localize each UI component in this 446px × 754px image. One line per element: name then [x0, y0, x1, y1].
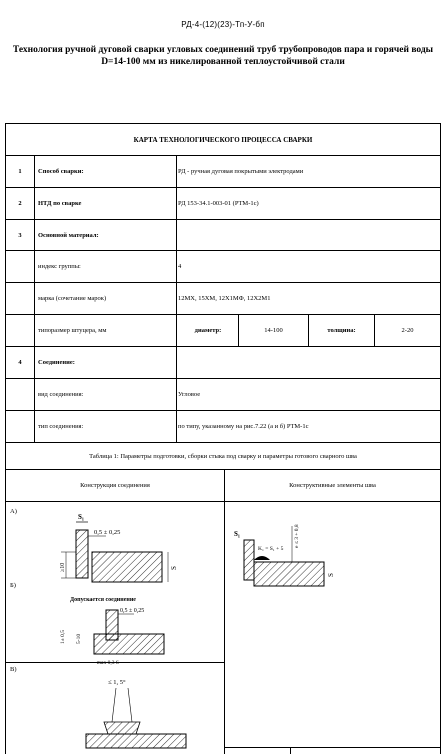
row-value: 12МХ, 15ХМ, 12Х1МФ, 12Х2М1	[178, 295, 271, 302]
e-label: e ≤ 3 + 0,8	[294, 524, 300, 548]
card-title-row	[6, 124, 440, 156]
figure-c-label: В)	[10, 666, 17, 673]
row-label: вид соединения:	[38, 391, 84, 398]
row-value: 4	[178, 263, 182, 270]
row-number: 3	[18, 231, 22, 239]
row-label: типоразмер штуцера, мм	[38, 327, 107, 334]
process-card	[5, 123, 441, 754]
diameter-value: 14-100	[264, 327, 283, 334]
table1-header-row	[6, 470, 440, 502]
s1-label-right: S₁	[234, 530, 240, 538]
allowed-label: Допускается соединение	[70, 597, 136, 603]
row-number: 1	[18, 168, 22, 175]
document-title: Технология ручной дуговой сварки угловых соединений труб трубопроводов пара и горячей воды D=14-100 мм из никелированной теплоустойчивой стали	[12, 45, 434, 67]
dim-b3-label: –max 0,3 S	[94, 660, 119, 666]
thickness-label: толщина:	[327, 327, 356, 334]
row-label: Способ сварки:	[38, 168, 84, 175]
figure-b-label: Б)	[10, 582, 16, 589]
dim-10-label: ≥10	[60, 562, 66, 572]
s1-label: S₁	[78, 513, 84, 521]
row-label: Основной материал:	[38, 231, 99, 239]
row-group-index	[6, 251, 440, 283]
figure-c-drawing	[66, 672, 206, 752]
row-value: Угловое	[178, 391, 201, 398]
card-title: КАРТА ТЕХНОЛОГИЧЕСКОГО ПРОЦЕССА СВАРКИ	[133, 135, 313, 144]
col-header-elements: Конструктивные элементы шва	[289, 482, 376, 489]
weld-elements-drawing	[232, 516, 342, 596]
row-number: 4	[18, 359, 22, 366]
figures-area	[6, 502, 440, 754]
col-header-construction: Конструкция соединения	[80, 482, 150, 489]
row-base-material	[6, 220, 440, 251]
row-joint-type	[6, 411, 440, 443]
row-label: марка (сочетание марок)	[38, 295, 107, 302]
document-code: РД-4-(12)(23)-Тп-У-бп	[181, 20, 265, 29]
figure-a-drawing	[36, 510, 176, 590]
row-ntd	[6, 188, 440, 220]
dim-b1-label: 1± 0,5	[60, 629, 66, 644]
table1-title-row	[6, 443, 440, 470]
row-fitting-size	[6, 315, 440, 347]
row-steel-grade	[6, 283, 440, 315]
row-joint-kind	[6, 379, 440, 411]
k-label: K₁ = S₁ + 5	[258, 546, 284, 552]
diameter-label: диаметр:	[194, 327, 222, 334]
row-joint	[6, 347, 440, 379]
row-label: Соединение:	[38, 359, 75, 366]
row-number: 2	[18, 200, 22, 207]
row-value: РД - ручная дуговая покрытыми электродами	[178, 168, 304, 175]
row-value: РД 153-34.1-003-01 (РТМ-1с)	[178, 200, 259, 207]
dim-b2-label: 5-10	[76, 633, 82, 644]
figure-a-label: А)	[10, 508, 17, 515]
row-label: индекс группы:	[38, 263, 81, 270]
s-label: S	[170, 566, 178, 570]
angle-label: ≤ 1, 5°	[108, 679, 126, 686]
gap-b-label: 0,5 ± 0,25	[120, 608, 145, 614]
row-welding-method	[6, 156, 440, 188]
thickness-value: 2-20	[401, 327, 414, 334]
s-label-right: S	[327, 573, 335, 577]
table1-title: Таблица 1: Параметры подготовки, сборки стыка под сварку и параметры готового сварного шва	[89, 452, 357, 460]
row-label: НТД по сварке	[38, 200, 82, 207]
gap-label: 0,5 ± 0,25	[94, 529, 121, 536]
row-value: по типу, указанному на рис.7.22 (а и б) РТМ-1с	[178, 423, 309, 430]
figure-b-drawing	[34, 594, 184, 666]
row-label: тип соединения:	[38, 423, 84, 430]
